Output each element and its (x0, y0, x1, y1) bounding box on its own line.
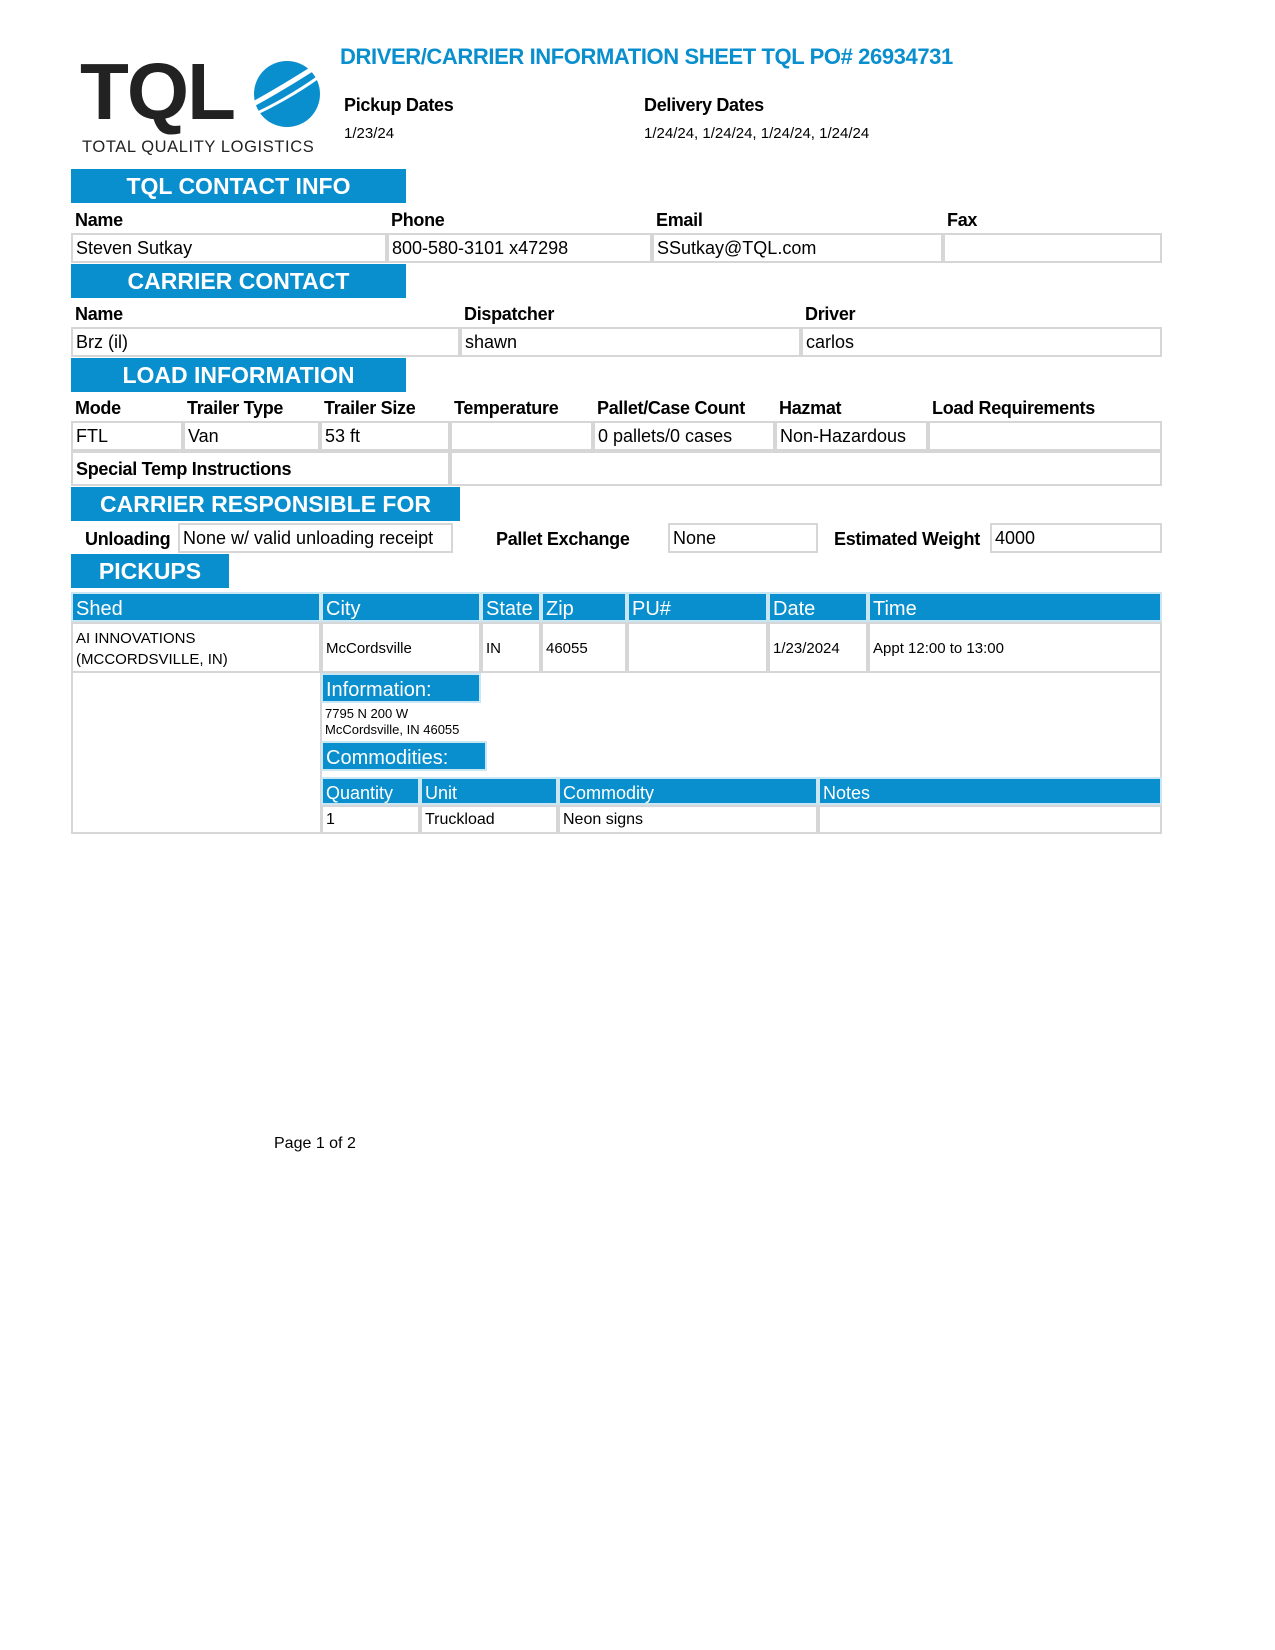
state-cell: IN (481, 622, 541, 673)
estimated-weight-label: Estimated Weight (834, 529, 980, 549)
pallet-count-label: Pallet/Case Count (597, 398, 745, 418)
city-cell: McCordsville (321, 622, 481, 673)
pallet-exchange-field: None (668, 523, 818, 553)
page-number: Page 1 of 2 (274, 1135, 356, 1152)
col-header-pu: PU# (627, 592, 768, 622)
col-header-time: Time (868, 592, 1162, 622)
carrier-dispatcher-field: shawn (460, 327, 801, 357)
col-header-city: City (321, 592, 481, 622)
estimated-weight-field: 4000 (990, 523, 1162, 553)
tql-contact-heading: TQL CONTACT INFO (71, 169, 406, 203)
carrier-driver-label: Driver (805, 304, 856, 324)
load-info-heading: LOAD INFORMATION (71, 358, 406, 392)
commodity-col-notes: Notes (818, 777, 1162, 805)
hazmat-label: Hazmat (779, 398, 842, 418)
commodity-notes (818, 805, 1162, 834)
col-header-zip: Zip (541, 592, 627, 622)
commodities-heading: Commodities: (321, 741, 487, 771)
trailer-type-field: Van (183, 421, 320, 451)
tql-phone-field: 800-580-3101 x47298 (387, 233, 652, 263)
commodity-col-unit: Unit (420, 777, 558, 805)
commodity-quantity: 1 (321, 805, 420, 834)
commodity-unit: Truckload (420, 805, 558, 834)
delivery-dates-label: Delivery Dates (644, 95, 764, 115)
logo-wordmark: TQL (80, 47, 234, 136)
pu-cell (627, 622, 768, 673)
tql-name-label: Name (75, 210, 123, 230)
shed-location: (MCCORDSVILLE, IN) (76, 651, 228, 668)
carrier-name-label: Name (75, 304, 123, 324)
globe-icon (240, 58, 322, 130)
hazmat-field: Non-Hazardous (775, 421, 928, 451)
pickup-dates-label: Pickup Dates (344, 95, 454, 115)
tql-email-label: Email (656, 210, 703, 230)
pickups-heading: PICKUPS (71, 554, 229, 588)
trailer-type-label: Trailer Type (187, 398, 284, 418)
trailer-size-label: Trailer Size (324, 398, 416, 418)
logo (80, 47, 325, 163)
tql-fax-label: Fax (947, 210, 978, 230)
shed-cell (71, 622, 321, 673)
pickup-dates-value: 1/23/24 (344, 125, 395, 142)
temperature-label: Temperature (454, 398, 559, 418)
commodity-name: Neon signs (558, 805, 818, 834)
carrier-driver-field: carlos (801, 327, 1162, 357)
carrier-name-field: Brz (il) (71, 327, 460, 357)
tql-phone-label: Phone (391, 210, 445, 230)
zip-cell: 46055 (541, 622, 627, 673)
time-cell: Appt 12:00 to 13:00 (868, 622, 1162, 673)
carrier-dispatcher-label: Dispatcher (464, 304, 555, 324)
unloading-label: Unloading (85, 529, 171, 549)
logo-company-name: TOTAL QUALITY LOGISTICS (82, 138, 315, 156)
date-cell: 1/23/2024 (768, 622, 868, 673)
delivery-dates-value: 1/24/24, 1/24/24, 1/24/24, 1/24/24 (644, 125, 870, 142)
col-header-shed: Shed (71, 592, 321, 622)
tql-fax-field (943, 233, 1162, 263)
address-line1: 7795 N 200 W (325, 706, 409, 721)
unloading-field: None w/ valid unloading receipt (178, 523, 453, 553)
mode-label: Mode (75, 398, 121, 418)
page-title: DRIVER/CARRIER INFORMATION SHEET TQL PO# 26934731 (340, 44, 953, 69)
temperature-field (450, 421, 593, 451)
commodity-col-quantity: Quantity (321, 777, 420, 805)
address-line2: McCordsville, IN 46055 (325, 722, 460, 737)
pallet-count-field: 0 pallets/0 cases (593, 421, 775, 451)
special-temp-field (450, 451, 1162, 486)
col-header-date: Date (768, 592, 868, 622)
col-header-state: State (481, 592, 541, 622)
commodity-col-commodity: Commodity (558, 777, 818, 805)
mode-field: FTL (71, 421, 183, 451)
load-requirements-label: Load Requirements (932, 398, 1095, 418)
load-requirements-field (928, 421, 1162, 451)
shed-name: AI INNOVATIONS (76, 630, 196, 647)
information-heading: Information: (321, 673, 481, 703)
carrier-contact-heading: CARRIER CONTACT (71, 264, 406, 298)
carrier-responsible-heading: CARRIER RESPONSIBLE FOR (71, 487, 460, 521)
pallet-exchange-label: Pallet Exchange (496, 529, 630, 549)
tql-email-field[interactable]: SSutkay@TQL.com (652, 233, 943, 263)
tql-name-field: Steven Sutkay (71, 233, 387, 263)
special-temp-label: Special Temp Instructions (71, 451, 450, 486)
trailer-size-field: 53 ft (320, 421, 450, 451)
